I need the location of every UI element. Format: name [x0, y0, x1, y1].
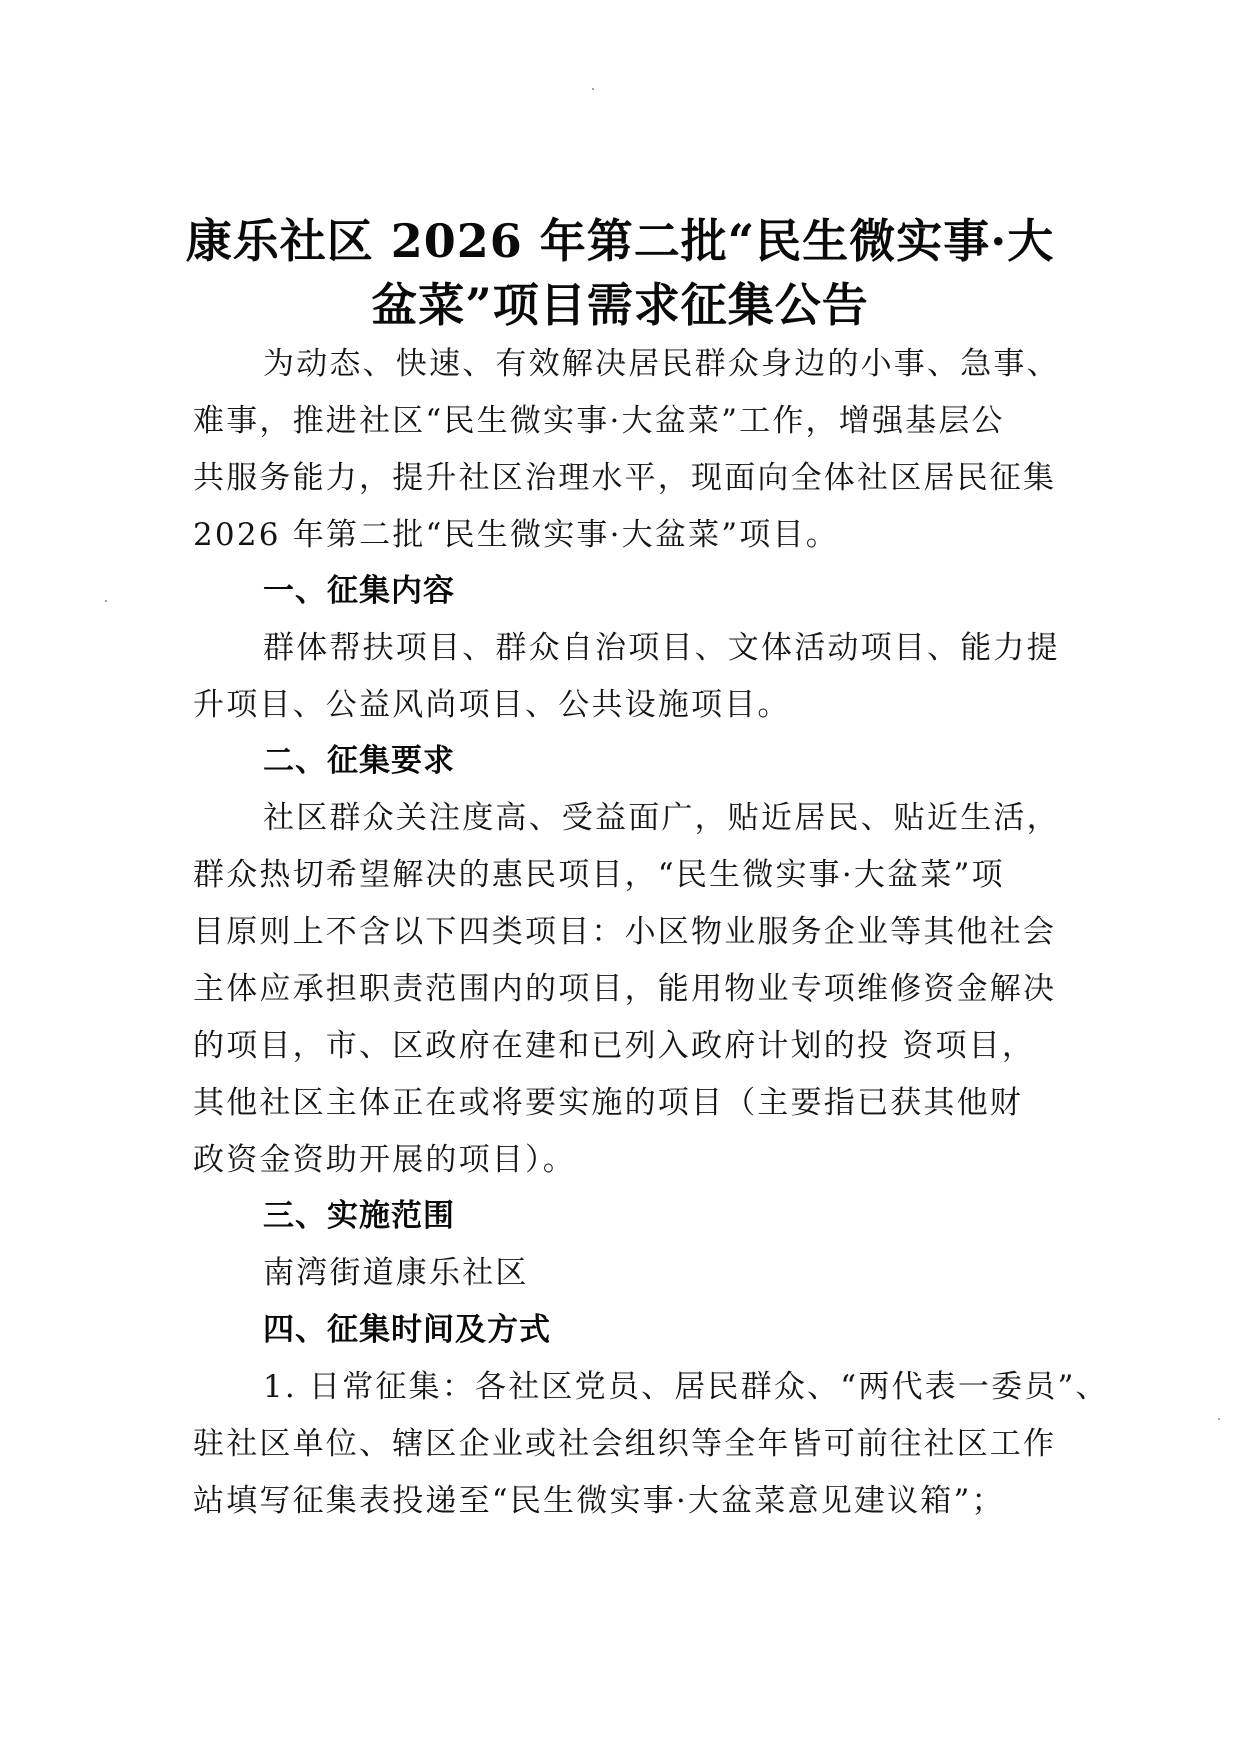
section-line: 驻社区单位、辖区企业或社会组织等全年皆可前往社区工作: [193, 1426, 1057, 1462]
intro-line: 2026 年第二批“民生微实事·大盆菜”项目。: [193, 517, 839, 553]
section-heading-collection-requirements: 二、征集要求: [263, 743, 455, 779]
scan-speck: [592, 88, 594, 90]
section-heading-implementation-scope: 三、实施范围: [263, 1198, 455, 1234]
section-line: 目原则上不含以下四类项目：小区物业服务企业等其他社会: [193, 914, 1057, 950]
intro-line: 难事，推进社区“民生微实事·大盆菜”工作，增强基层公: [193, 403, 1005, 439]
section-line: 南湾街道康乐社区: [263, 1255, 529, 1291]
section-line: 站填写征集表投递至“民生微实事·大盆菜意见建议箱”；: [193, 1483, 1005, 1519]
scan-speck: [105, 600, 107, 602]
section-line: 群众热切希望解决的惠民项目，“民生微实事·大盆菜”项: [193, 857, 1005, 893]
section-heading-time-and-method: 四、征集时间及方式: [263, 1312, 551, 1348]
section-line: 群体帮扶项目、群众自治项目、文体活动项目、能力提: [263, 630, 1060, 666]
scan-speck: [1218, 1418, 1220, 1420]
section-line: 的项目，市、区政府在建和已列入政府计划的投 资项目，: [193, 1028, 1036, 1064]
section-line: 社区群众关注度高、受益面广，贴近居民、贴近生活，: [263, 800, 1060, 836]
section-line: 主体应承担职责范围内的项目，能用物业专项维修资金解决: [193, 971, 1057, 1007]
section-line: 升项目、公益风尚项目、公共设施项目。: [193, 687, 791, 723]
section-line: 1. 日常征集：各社区党员、居民群众、“两代表一委员”、: [263, 1369, 1109, 1405]
intro-line: 共服务能力，提升社区治理水平，现面向全体社区居民征集: [193, 460, 1057, 496]
section-line: 政资金资助开展的项目）。: [193, 1142, 576, 1178]
intro-line: 为动态、快速、有效解决居民群众身边的小事、急事、: [263, 346, 1060, 382]
section-heading-collection-content: 一、征集内容: [263, 573, 455, 609]
section-line: 其他社区主体正在或将要实施的项目（主要指已获其他财: [193, 1085, 1023, 1121]
document-title-line-1: 康乐社区 2026 年第二批“民生微实事·大: [185, 214, 1055, 268]
document-title-line-2: 盆菜”项目需求征集公告: [371, 278, 869, 332]
